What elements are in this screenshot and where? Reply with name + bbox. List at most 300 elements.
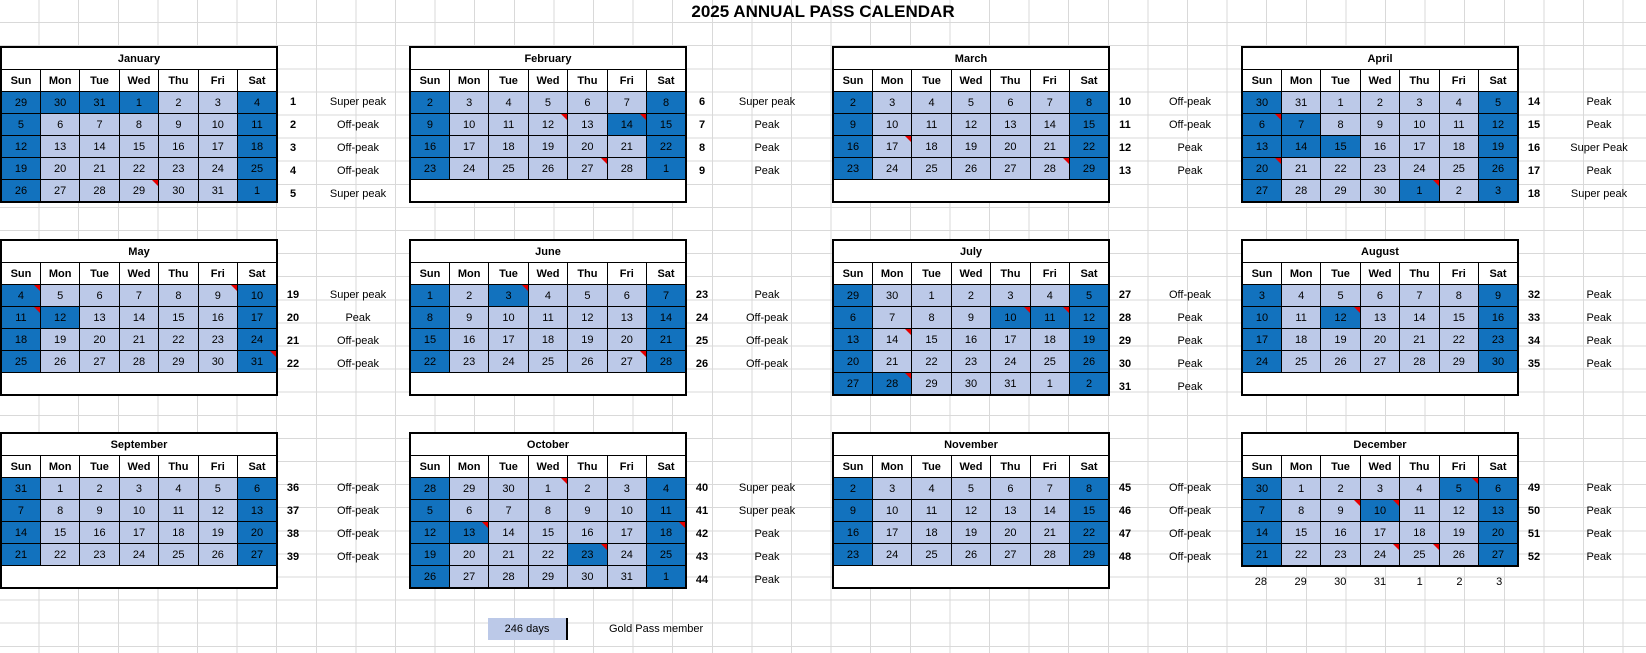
day-cell[interactable]: 5: [528, 92, 567, 114]
day-cell[interactable]: 7: [80, 114, 119, 136]
day-cell[interactable]: 15: [1070, 114, 1109, 136]
day-cell[interactable]: 3: [1400, 92, 1439, 114]
day-cell[interactable]: 22: [647, 136, 686, 158]
day-cell[interactable]: 13: [449, 522, 488, 544]
day-cell[interactable]: 29: [159, 351, 198, 373]
day-cell[interactable]: 11: [159, 500, 198, 522]
day-cell[interactable]: 24: [1242, 351, 1281, 373]
day-cell[interactable]: 15: [119, 136, 158, 158]
day-cell[interactable]: 16: [449, 329, 488, 351]
day-cell[interactable]: 7: [1281, 114, 1320, 136]
day-cell[interactable]: 20: [568, 136, 607, 158]
day-cell[interactable]: 2: [833, 478, 872, 500]
day-cell[interactable]: 23: [833, 544, 872, 566]
day-cell[interactable]: 23: [1360, 158, 1399, 180]
day-cell[interactable]: 10: [607, 500, 646, 522]
day-cell[interactable]: 17: [119, 522, 158, 544]
day-cell[interactable]: 4: [912, 92, 951, 114]
day-cell[interactable]: 6: [1479, 478, 1518, 500]
day-cell[interactable]: 13: [238, 500, 277, 522]
day-cell[interactable]: 19: [1321, 329, 1360, 351]
day-cell[interactable]: 10: [991, 307, 1030, 329]
day-cell[interactable]: 12: [528, 114, 567, 136]
day-cell[interactable]: 22: [1070, 136, 1109, 158]
day-cell[interactable]: 7: [647, 285, 686, 307]
day-cell[interactable]: 12: [1479, 114, 1518, 136]
day-cell[interactable]: 6: [833, 307, 872, 329]
day-cell[interactable]: 28: [489, 566, 528, 589]
day-cell[interactable]: 5: [40, 285, 79, 307]
day-cell[interactable]: 12: [568, 307, 607, 329]
day-cell[interactable]: 17: [198, 136, 237, 158]
day-cell[interactable]: 17: [238, 307, 277, 329]
day-cell[interactable]: 4: [912, 478, 951, 500]
day-cell[interactable]: 5: [1321, 285, 1360, 307]
day-cell[interactable]: 9: [1321, 500, 1360, 522]
day-cell[interactable]: 31: [80, 92, 119, 114]
day-cell[interactable]: 20: [1360, 329, 1399, 351]
day-cell[interactable]: 9: [833, 114, 872, 136]
day-cell[interactable]: 16: [159, 136, 198, 158]
day-cell[interactable]: 6: [607, 285, 646, 307]
day-cell[interactable]: 30: [1479, 351, 1518, 373]
day-cell[interactable]: 2: [1321, 478, 1360, 500]
day-cell[interactable]: 25: [912, 544, 951, 566]
day-cell[interactable]: 3: [1242, 285, 1281, 307]
overflow-day-cell[interactable]: 2: [1456, 576, 1463, 588]
day-cell[interactable]: 8: [1070, 92, 1109, 114]
day-cell[interactable]: 24: [198, 158, 237, 180]
day-cell[interactable]: 1: [238, 180, 277, 203]
day-cell[interactable]: 3: [607, 478, 646, 500]
day-cell[interactable]: 21: [119, 329, 158, 351]
day-cell[interactable]: 8: [647, 92, 686, 114]
day-cell[interactable]: 8: [119, 114, 158, 136]
day-cell[interactable]: 30: [489, 478, 528, 500]
day-cell[interactable]: 20: [607, 329, 646, 351]
day-cell[interactable]: 13: [568, 114, 607, 136]
day-cell[interactable]: 7: [1030, 478, 1069, 500]
day-cell[interactable]: 18: [647, 522, 686, 544]
day-cell[interactable]: 25: [1030, 351, 1069, 373]
day-cell[interactable]: 30: [1360, 180, 1399, 203]
day-cell[interactable]: 6: [991, 478, 1030, 500]
day-cell[interactable]: 24: [991, 351, 1030, 373]
day-cell[interactable]: 26: [1070, 351, 1109, 373]
day-cell[interactable]: 15: [1070, 500, 1109, 522]
day-cell[interactable]: 27: [607, 351, 646, 373]
day-cell[interactable]: 8: [912, 307, 951, 329]
day-cell[interactable]: 30: [159, 180, 198, 203]
day-cell[interactable]: 9: [449, 307, 488, 329]
day-cell[interactable]: 3: [489, 285, 528, 307]
day-cell[interactable]: 15: [410, 329, 449, 351]
overflow-day-cell[interactable]: 28: [1254, 576, 1267, 588]
day-cell[interactable]: 19: [1479, 136, 1518, 158]
day-cell[interactable]: 11: [1, 307, 40, 329]
day-cell[interactable]: 17: [872, 522, 911, 544]
day-cell[interactable]: 17: [449, 136, 488, 158]
day-cell[interactable]: 21: [647, 329, 686, 351]
day-cell[interactable]: 29: [1321, 180, 1360, 203]
day-cell[interactable]: 23: [80, 544, 119, 566]
day-cell[interactable]: 7: [872, 307, 911, 329]
day-cell[interactable]: 20: [449, 544, 488, 566]
day-cell[interactable]: 10: [872, 500, 911, 522]
day-cell[interactable]: 20: [991, 136, 1030, 158]
day-cell[interactable]: 9: [1479, 285, 1518, 307]
day-cell[interactable]: 25: [489, 158, 528, 180]
day-cell[interactable]: 28: [80, 180, 119, 203]
day-cell[interactable]: 31: [607, 566, 646, 589]
day-cell[interactable]: 8: [1070, 478, 1109, 500]
day-cell[interactable]: 21: [1242, 544, 1281, 567]
day-cell[interactable]: 21: [872, 351, 911, 373]
day-cell[interactable]: 1: [1281, 478, 1320, 500]
day-cell[interactable]: 12: [1070, 307, 1109, 329]
day-cell[interactable]: 17: [1400, 136, 1439, 158]
day-cell[interactable]: 15: [647, 114, 686, 136]
overflow-day-cell[interactable]: 31: [1373, 576, 1387, 588]
day-cell[interactable]: 19: [1, 158, 40, 180]
day-cell[interactable]: 19: [568, 329, 607, 351]
day-cell[interactable]: 1: [1030, 373, 1069, 396]
day-cell[interactable]: 16: [833, 522, 872, 544]
day-cell[interactable]: 22: [1281, 544, 1320, 567]
day-cell[interactable]: 10: [449, 114, 488, 136]
day-cell[interactable]: 3: [119, 478, 158, 500]
day-cell[interactable]: 27: [238, 544, 277, 566]
day-cell[interactable]: 7: [119, 285, 158, 307]
day-cell[interactable]: 25: [912, 158, 951, 180]
day-cell[interactable]: 29: [912, 373, 951, 396]
day-cell[interactable]: 13: [991, 500, 1030, 522]
day-cell[interactable]: 17: [607, 522, 646, 544]
day-cell[interactable]: 18: [238, 136, 277, 158]
day-cell[interactable]: 15: [528, 522, 567, 544]
day-cell[interactable]: 2: [951, 285, 990, 307]
day-cell[interactable]: 18: [1439, 136, 1478, 158]
day-cell[interactable]: 6: [568, 92, 607, 114]
day-cell[interactable]: 28: [1400, 351, 1439, 373]
day-cell[interactable]: 23: [833, 158, 872, 180]
day-cell[interactable]: 30: [568, 566, 607, 589]
day-cell[interactable]: 26: [1439, 544, 1478, 567]
day-cell[interactable]: 9: [410, 114, 449, 136]
day-cell[interactable]: 18: [1, 329, 40, 351]
day-cell[interactable]: 16: [198, 307, 237, 329]
day-cell[interactable]: 1: [40, 478, 79, 500]
day-cell[interactable]: 21: [1, 544, 40, 566]
day-cell[interactable]: 27: [40, 180, 79, 203]
day-cell[interactable]: 28: [1030, 544, 1069, 566]
overflow-day-cell[interactable]: 30: [1334, 576, 1347, 588]
day-cell[interactable]: 30: [951, 373, 990, 396]
overflow-day-cell[interactable]: 29: [1294, 576, 1307, 588]
day-cell[interactable]: 5: [1, 114, 40, 136]
day-cell[interactable]: 7: [1242, 500, 1281, 522]
day-cell[interactable]: 7: [1400, 285, 1439, 307]
day-cell[interactable]: 24: [1400, 158, 1439, 180]
day-cell[interactable]: 29: [119, 180, 158, 203]
day-cell[interactable]: 16: [833, 136, 872, 158]
day-cell[interactable]: 3: [1479, 180, 1518, 203]
day-cell[interactable]: 22: [1070, 522, 1109, 544]
day-cell[interactable]: 10: [238, 285, 277, 307]
day-cell[interactable]: 16: [1360, 136, 1399, 158]
day-cell[interactable]: 10: [1400, 114, 1439, 136]
day-cell[interactable]: 15: [40, 522, 79, 544]
day-cell[interactable]: 22: [119, 158, 158, 180]
day-cell[interactable]: 8: [528, 500, 567, 522]
day-cell[interactable]: 25: [1, 351, 40, 373]
day-cell[interactable]: 23: [568, 544, 607, 566]
day-cell[interactable]: 8: [159, 285, 198, 307]
day-cell[interactable]: 27: [991, 544, 1030, 566]
day-cell[interactable]: 23: [449, 351, 488, 373]
day-cell[interactable]: 25: [238, 158, 277, 180]
day-cell[interactable]: 5: [951, 92, 990, 114]
day-cell[interactable]: 29: [1439, 351, 1478, 373]
day-cell[interactable]: 12: [1439, 500, 1478, 522]
day-cell[interactable]: 14: [1030, 114, 1069, 136]
day-cell[interactable]: 20: [1479, 522, 1518, 544]
day-cell[interactable]: 19: [951, 136, 990, 158]
day-cell[interactable]: 28: [119, 351, 158, 373]
day-cell[interactable]: 26: [40, 351, 79, 373]
day-cell[interactable]: 30: [40, 92, 79, 114]
day-cell[interactable]: 26: [1, 180, 40, 203]
day-cell[interactable]: 31: [1, 478, 40, 500]
day-cell[interactable]: 16: [1479, 307, 1518, 329]
day-cell[interactable]: 23: [1321, 544, 1360, 567]
day-cell[interactable]: 27: [833, 373, 872, 396]
day-cell[interactable]: 31: [991, 373, 1030, 396]
day-cell[interactable]: 26: [1479, 158, 1518, 180]
day-cell[interactable]: 2: [1070, 373, 1109, 396]
day-cell[interactable]: 12: [1321, 307, 1360, 329]
day-cell[interactable]: 6: [449, 500, 488, 522]
overflow-day-cell[interactable]: 1: [1416, 576, 1423, 588]
day-cell[interactable]: 15: [912, 329, 951, 351]
day-cell[interactable]: 19: [951, 522, 990, 544]
day-cell[interactable]: 25: [1439, 158, 1478, 180]
day-cell[interactable]: 24: [1360, 544, 1399, 567]
day-cell[interactable]: 18: [489, 136, 528, 158]
day-cell[interactable]: 15: [1281, 522, 1320, 544]
day-cell[interactable]: 22: [912, 351, 951, 373]
day-cell[interactable]: 2: [80, 478, 119, 500]
day-cell[interactable]: 26: [528, 158, 567, 180]
day-cell[interactable]: 24: [119, 544, 158, 566]
day-cell[interactable]: 11: [528, 307, 567, 329]
day-cell[interactable]: 10: [872, 114, 911, 136]
day-cell[interactable]: 10: [1360, 500, 1399, 522]
day-cell[interactable]: 19: [1439, 522, 1478, 544]
day-cell[interactable]: 8: [1439, 285, 1478, 307]
day-cell[interactable]: 11: [1439, 114, 1478, 136]
day-cell[interactable]: 17: [991, 329, 1030, 351]
day-cell[interactable]: 28: [1281, 180, 1320, 203]
day-cell[interactable]: 22: [528, 544, 567, 566]
day-cell[interactable]: 31: [198, 180, 237, 203]
day-cell[interactable]: 4: [1, 285, 40, 307]
day-cell[interactable]: 13: [1242, 136, 1281, 158]
day-cell[interactable]: 3: [991, 285, 1030, 307]
day-cell[interactable]: 11: [1281, 307, 1320, 329]
day-cell[interactable]: 2: [1439, 180, 1478, 203]
day-cell[interactable]: 18: [528, 329, 567, 351]
day-cell[interactable]: 4: [489, 92, 528, 114]
day-cell[interactable]: 14: [1242, 522, 1281, 544]
day-cell[interactable]: 4: [1030, 285, 1069, 307]
day-cell[interactable]: 25: [159, 544, 198, 566]
day-cell[interactable]: 5: [1439, 478, 1478, 500]
day-cell[interactable]: 6: [40, 114, 79, 136]
day-cell[interactable]: 3: [198, 92, 237, 114]
day-cell[interactable]: 9: [951, 307, 990, 329]
day-cell[interactable]: 15: [1439, 307, 1478, 329]
day-cell[interactable]: 26: [1321, 351, 1360, 373]
day-cell[interactable]: 20: [40, 158, 79, 180]
day-cell[interactable]: 2: [568, 478, 607, 500]
day-cell[interactable]: 27: [568, 158, 607, 180]
day-cell[interactable]: 1: [912, 285, 951, 307]
day-cell[interactable]: 4: [1400, 478, 1439, 500]
day-cell[interactable]: 25: [528, 351, 567, 373]
day-cell[interactable]: 23: [1479, 329, 1518, 351]
day-cell[interactable]: 30: [1242, 92, 1281, 114]
day-cell[interactable]: 4: [238, 92, 277, 114]
day-cell[interactable]: 13: [40, 136, 79, 158]
day-cell[interactable]: 29: [1070, 544, 1109, 566]
day-cell[interactable]: 22: [1439, 329, 1478, 351]
day-cell[interactable]: 14: [80, 136, 119, 158]
day-cell[interactable]: 20: [238, 522, 277, 544]
day-cell[interactable]: 14: [1, 522, 40, 544]
day-cell[interactable]: 19: [40, 329, 79, 351]
day-cell[interactable]: 5: [198, 478, 237, 500]
day-cell[interactable]: 11: [912, 114, 951, 136]
day-cell[interactable]: 2: [833, 92, 872, 114]
day-cell[interactable]: 24: [489, 351, 528, 373]
day-cell[interactable]: 15: [159, 307, 198, 329]
day-cell[interactable]: 11: [647, 500, 686, 522]
day-cell[interactable]: 3: [872, 478, 911, 500]
day-cell[interactable]: 11: [1400, 500, 1439, 522]
day-cell[interactable]: 20: [991, 522, 1030, 544]
day-cell[interactable]: 22: [40, 544, 79, 566]
day-cell[interactable]: 22: [1321, 158, 1360, 180]
day-cell[interactable]: 5: [568, 285, 607, 307]
day-cell[interactable]: 3: [872, 92, 911, 114]
day-cell[interactable]: 4: [159, 478, 198, 500]
day-cell[interactable]: 24: [607, 544, 646, 566]
day-cell[interactable]: 11: [1030, 307, 1069, 329]
day-cell[interactable]: 6: [1242, 114, 1281, 136]
day-cell[interactable]: 26: [410, 566, 449, 589]
day-cell[interactable]: 10: [198, 114, 237, 136]
day-cell[interactable]: 25: [647, 544, 686, 566]
day-cell[interactable]: 28: [872, 373, 911, 396]
day-cell[interactable]: 3: [449, 92, 488, 114]
day-cell[interactable]: 29: [449, 478, 488, 500]
day-cell[interactable]: 2: [1360, 92, 1399, 114]
day-cell[interactable]: 21: [1030, 136, 1069, 158]
day-cell[interactable]: 2: [449, 285, 488, 307]
day-cell[interactable]: 12: [410, 522, 449, 544]
day-cell[interactable]: 24: [449, 158, 488, 180]
day-cell[interactable]: 4: [528, 285, 567, 307]
day-cell[interactable]: 19: [528, 136, 567, 158]
day-cell[interactable]: 27: [449, 566, 488, 589]
day-cell[interactable]: 29: [1070, 158, 1109, 180]
day-cell[interactable]: 9: [159, 114, 198, 136]
day-cell[interactable]: 15: [1321, 136, 1360, 158]
day-cell[interactable]: 10: [489, 307, 528, 329]
day-cell[interactable]: 13: [1479, 500, 1518, 522]
day-cell[interactable]: 18: [912, 522, 951, 544]
day-cell[interactable]: 26: [568, 351, 607, 373]
day-cell[interactable]: 14: [489, 522, 528, 544]
day-cell[interactable]: 4: [647, 478, 686, 500]
day-cell[interactable]: 9: [568, 500, 607, 522]
day-cell[interactable]: 5: [1070, 285, 1109, 307]
day-cell[interactable]: 1: [647, 566, 686, 589]
day-cell[interactable]: 6: [238, 478, 277, 500]
day-cell[interactable]: 21: [80, 158, 119, 180]
day-cell[interactable]: 31: [1281, 92, 1320, 114]
day-cell[interactable]: 20: [1242, 158, 1281, 180]
day-cell[interactable]: 1: [410, 285, 449, 307]
day-cell[interactable]: 27: [991, 158, 1030, 180]
day-cell[interactable]: 24: [238, 329, 277, 351]
day-cell[interactable]: 13: [80, 307, 119, 329]
day-cell[interactable]: 14: [1400, 307, 1439, 329]
day-cell[interactable]: 20: [80, 329, 119, 351]
day-cell[interactable]: 21: [607, 136, 646, 158]
day-cell[interactable]: 14: [1281, 136, 1320, 158]
day-cell[interactable]: 23: [198, 329, 237, 351]
day-cell[interactable]: 29: [528, 566, 567, 589]
day-cell[interactable]: 8: [40, 500, 79, 522]
day-cell[interactable]: 25: [1281, 351, 1320, 373]
day-cell[interactable]: 19: [1070, 329, 1109, 351]
day-cell[interactable]: 7: [489, 500, 528, 522]
day-cell[interactable]: 16: [1321, 522, 1360, 544]
day-cell[interactable]: 14: [647, 307, 686, 329]
day-cell[interactable]: 21: [489, 544, 528, 566]
day-cell[interactable]: 7: [607, 92, 646, 114]
day-cell[interactable]: 16: [410, 136, 449, 158]
day-cell[interactable]: 7: [1, 500, 40, 522]
day-cell[interactable]: 23: [159, 158, 198, 180]
day-cell[interactable]: 9: [1360, 114, 1399, 136]
day-cell[interactable]: 1: [1400, 180, 1439, 203]
day-cell[interactable]: 23: [951, 351, 990, 373]
day-cell[interactable]: 23: [410, 158, 449, 180]
day-cell[interactable]: 4: [1439, 92, 1478, 114]
day-cell[interactable]: 28: [647, 351, 686, 373]
day-cell[interactable]: 6: [80, 285, 119, 307]
day-cell[interactable]: 18: [1030, 329, 1069, 351]
day-cell[interactable]: 11: [238, 114, 277, 136]
day-cell[interactable]: 14: [872, 329, 911, 351]
day-cell[interactable]: 27: [80, 351, 119, 373]
day-cell[interactable]: 12: [1, 136, 40, 158]
day-cell[interactable]: 6: [991, 92, 1030, 114]
day-cell[interactable]: 28: [1030, 158, 1069, 180]
